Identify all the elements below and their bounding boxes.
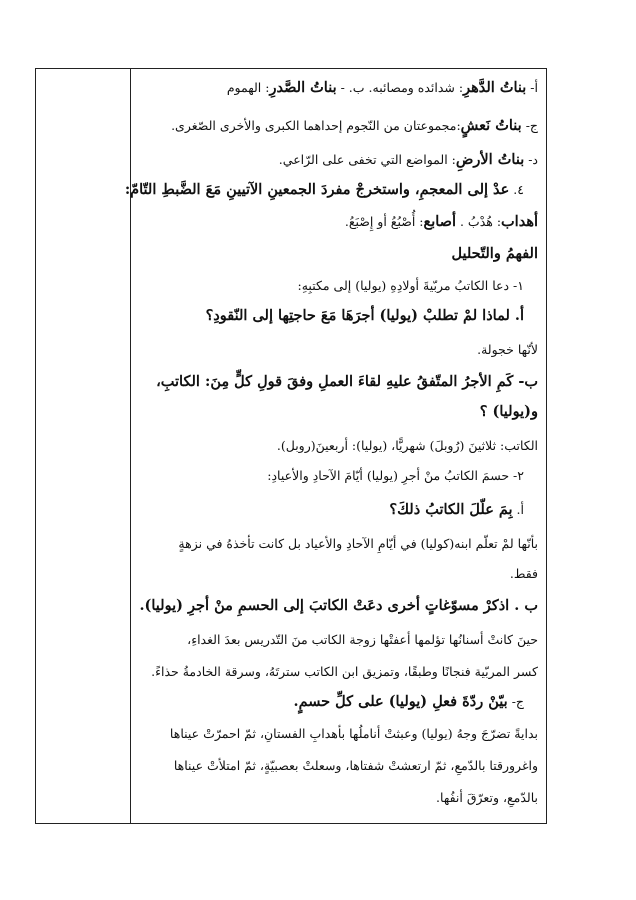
answer-2c-line2: واغرورقتا بالدّمعِ، ثمّ ارتعشتْ شفتاها، وسعلتْ بعصبيّةٍ، ثمّ امتلأتْ عيناها xyxy=(173,758,538,773)
question-1-intro: ١- دعا الكاتبُ مربّيةَ أولادِهِ (يوليا) إلى مكتبِهِ: xyxy=(297,278,524,293)
content-table xyxy=(35,68,547,824)
answers-column xyxy=(124,69,546,823)
section-heading: الفهمُ والتّحليل xyxy=(451,245,538,262)
answer-1a: لأنّها خجولة. xyxy=(477,342,538,357)
question-1b-line2: و(يوليا) ؟ xyxy=(479,403,538,420)
answer-2a-line1: بأنّها لمْ تعلّم ابنه(كوليا) في أيّامِ الآحادِ والأعياد بل كانت تأخذهُ في نزهةٍ xyxy=(178,536,538,551)
question-1b-line1: ب- كَمِ الأجرُ المتّفقُ عليهِ لقاءَ العملِ وفقَ قولِ كلٍّ مِنَ: الكاتبِ، xyxy=(156,373,538,390)
answer-2c-line1: بدايةً تضرّجَ وجهُ (يوليا) وعبثتْ أناملُها بأهدابِ الفستانِ، ثمّ احمرّتْ عيناها xyxy=(169,726,538,741)
question-2b: ب . اذكرْ مسوّغاتٍ أخرى دعَتْ الكاتبَ إلى الحسمِ منْ أجرِ (يوليا). xyxy=(139,597,538,614)
answer-1b: الكاتب: ثلاثينَ (رُوبلَ) شهريًّا، (يوليا): أربعينَ(روبل). xyxy=(276,438,538,453)
answer-4: أهداب: هُدْبُ . أصابع: أُصْبُعُ أو إِصْبَعُ. xyxy=(344,213,538,230)
vocab-line-c: ج- بناتُ نَعشٍ:مجموعتان من النّجوم إحداهما الكبرى والأخرى الصّغرى. xyxy=(171,117,538,134)
notes-column xyxy=(36,69,131,823)
question-2a: أ. بِمَ علّلَ الكاتبُ ذلكَ؟ xyxy=(389,501,524,518)
vocab-line-a-b: أ- بناتُ الدَّهرِ: شدائده ومصائبه. ب. - بناتُ الصَّدرِ: الهموم xyxy=(226,79,538,96)
question-1a: أ. لماذا لمْ تطلبْ (يوليا) أجرَهَا مَعَ حاجتِها إلى النّقودِ؟ xyxy=(205,307,524,324)
question-2c: ج- بيّنْ ردّةَ فعلِ (يوليا) على كلِّ حسمٍ. xyxy=(293,693,524,710)
answer-2b-line1: حينَ كانتْ أسنانُها تؤلمها أعفتْها زوجة الكاتب منَ التّدريس بعدَ الغداءِ، xyxy=(187,632,538,647)
vocab-line-d: د- بناتُ الأرضِ: المواضع التي تخفى على الرّاعي. xyxy=(278,151,538,168)
answer-2a-line2: فقط. xyxy=(509,566,538,581)
question-4: ٤. عدْ إلى المعجمِ، واستخرجْ مفردَ الجمعينِ الآتيينِ مَعَ الضَّبطِ التّامّ: xyxy=(124,181,524,198)
answer-2c-line3: بالدّمعِ، وتعرّقَ أنفُها. xyxy=(436,790,538,805)
question-2-intro: ٢- حسمَ الكاتبُ منْ أجرِ (يوليا) أيّامَ الآحادِ والأعيادِ: xyxy=(267,468,524,483)
answer-2b-line2: كسر المربّية فنجانًا وطبقًا، وتمزيق ابن الكاتب سترتَهُ، وسرقة الخادمةُ حذاءً. xyxy=(151,664,538,679)
